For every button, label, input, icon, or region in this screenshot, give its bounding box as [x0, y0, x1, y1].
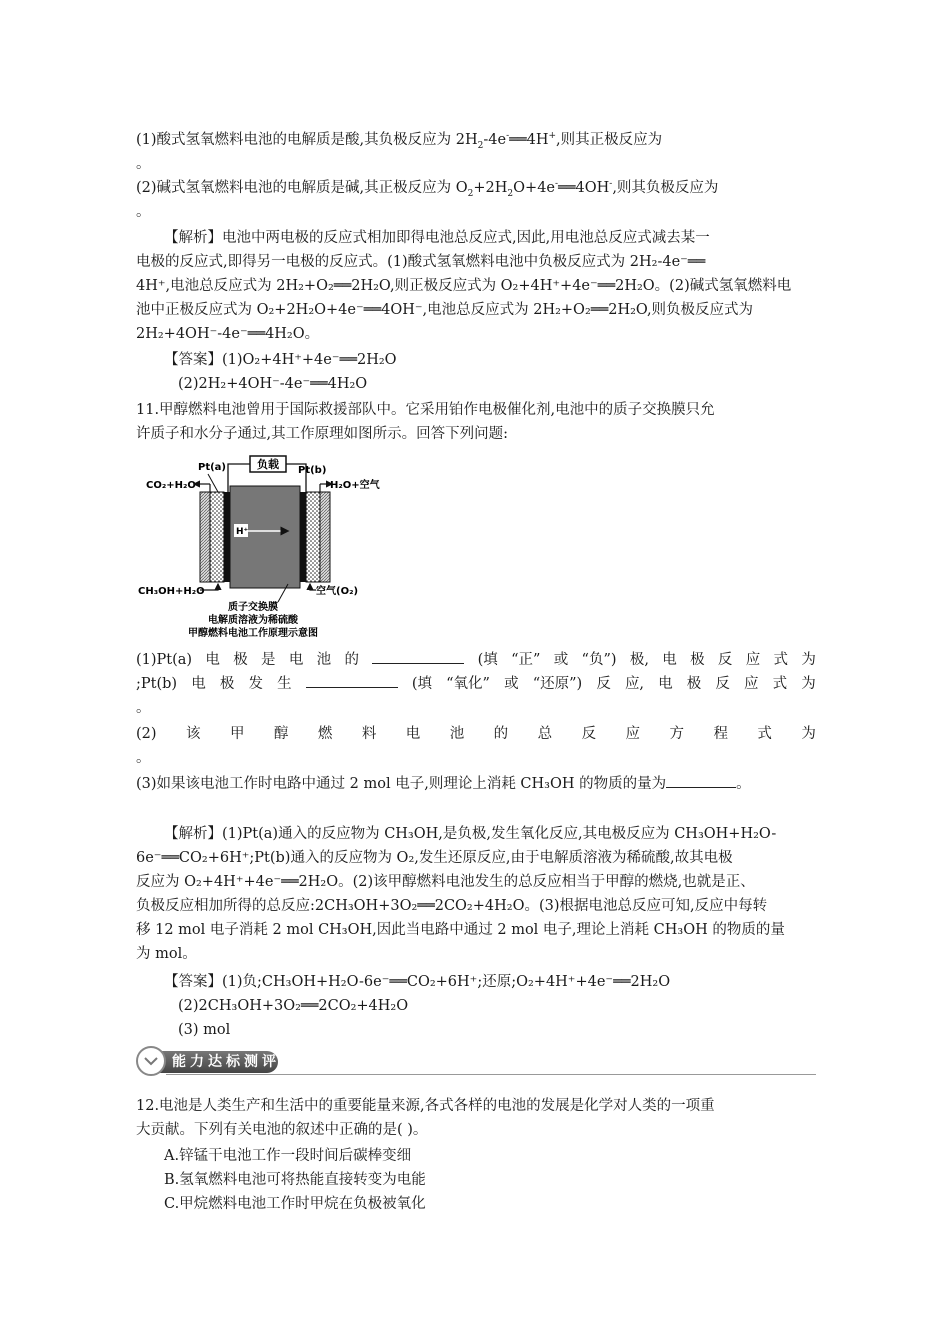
q11-line1: 11.甲醇燃料电池曾用于国际救援部队中。它采用铂作电极催化剂,电池中的质子交换膜只允	[136, 402, 715, 418]
q11-part1-line2: ;Pt(b) 电 极 发 生 (填 “氧化” 或 “还原”) 反 应, 电 极 反 应 式 为	[136, 672, 816, 696]
left-electrode	[210, 492, 224, 582]
caption-title: 甲醇燃料电池工作原理示意图	[188, 628, 318, 639]
q11-part1-end: 。	[136, 700, 151, 716]
right-output-label: H₂O+空气	[330, 480, 380, 491]
chevron-down-icon	[136, 1046, 166, 1076]
q12-option-b[interactable]: B.氢氧燃料电池可将热能直接转变为电能	[164, 1172, 426, 1188]
analysis2-line6: 为 mol。	[136, 946, 197, 962]
caption-electrolyte: 电解质溶液为稀硫酸	[208, 615, 298, 626]
answer1-line2: (2)2H₂+4OH⁻-4e⁻══4H₂O	[178, 376, 368, 392]
q11-line2: 许质子和水分子通过,其工作原理如图所示。回答下列问题:	[136, 426, 508, 442]
q12-line2: 大贡献。下列有关电池的叙述中正确的是( )。	[136, 1122, 428, 1138]
left-catalyst	[224, 492, 230, 582]
q11-part2-end: 。	[136, 750, 151, 766]
left-plate	[200, 492, 210, 582]
analysis1-line3: 4H⁺,电池总反应式为 2H₂+O₂══2H₂O,则正极反应式为 O₂+4H⁺+4e⁻══2H₂O。(2)碱式氢氧燃料电	[136, 278, 792, 294]
q10-part2-end: 。	[136, 204, 151, 220]
q10-part1-line	[136, 128, 816, 152]
analysis1-line5: 2H₂+4OH⁻-4e⁻══4H₂O。	[136, 326, 320, 342]
right-electrode	[306, 492, 320, 582]
q11-part1-line1: (1)Pt(a) 电 极 是 电 池 的 (填 “正” 或 “负”) 极, 电 极 反 应 式 为	[136, 648, 816, 672]
q10-part1-end: 。	[136, 156, 151, 172]
right-catalyst	[300, 492, 306, 582]
q12-option-a[interactable]: A.锌锰干电池工作一段时间后碳棒变细	[164, 1148, 412, 1164]
answer-blank-3[interactable]	[666, 772, 736, 788]
analysis2-line3: 反应为 O₂+4H⁺+4e⁻══2H₂O。(2)该甲醇燃料电池发生的总反应相当于甲醇的燃烧,也就是正、	[136, 874, 755, 890]
q11-part3-line: (3)如果该电池工作时电路中通过 2 mol 电子,则理论上消耗 CH₃OH 的物质的量为 。	[136, 772, 816, 796]
q12-option-c[interactable]: C.甲烷燃料电池工作时甲烷在负极被氧化	[164, 1196, 426, 1212]
left-input-label: CH₃OH+H₂O	[138, 586, 205, 597]
analysis2-line1: 【解析】(1)Pt(a)通入的反应物为 CH₃OH,是负极,发生氧化反应,其电极反应为 CH₃OH+H₂O-	[164, 826, 777, 842]
analysis2-line4: 负极反应相加所得的总反应:2CH₃OH+3O₂══2CO₂+4H₂O。(3)根据电池总反应可知,反应中每转	[136, 898, 768, 914]
hplus-label: H⁺	[236, 527, 249, 537]
section-banner	[136, 1046, 816, 1076]
q11-part2-line: (2) 该 甲 醇 燃 料 电 池 的 总 反 应 方 程 式 为	[136, 726, 816, 742]
answer-blank-2[interactable]	[306, 672, 398, 688]
answer-blank-1[interactable]	[372, 648, 464, 664]
q10-part1-text: (1)酸式氢氧燃料电池的电解质是酸,其负极反应为 $2H_2-4e^-══4H^+$,则其正极反应为	[136, 131, 663, 151]
analysis2-line5: 移 12 mol 电子消耗 2 mol CH₃OH,因此当电路中通过 2 mol 电子,理论上消耗 CH₃OH 的物质的量	[136, 922, 785, 938]
caption-membrane: 质子交换膜	[228, 602, 278, 613]
answer2-line2: (2)2CH₃OH+3O₂══2CO₂+4H₂O	[178, 998, 409, 1014]
right-input-label: 空气(O₂)	[316, 586, 359, 597]
analysis1-line1: 【解析】电池中两电极的反应式相加即得电池总反应式,因此,用电池总反应式减去某一	[164, 230, 710, 246]
answer1-line1: 【答案】(1)O₂+4H⁺+4e⁻══2H₂O	[164, 352, 397, 368]
q10-part2-line: (2)碱式氢氧燃料电池的电解质是碱,其正极反应为 $O_2+2H_2O+4e^-══4OH^-$,则其负极反应为	[136, 179, 719, 199]
analysis2-line2: 6e⁻══CO₂+6H⁺;Pt(b)通入的反应物为 O₂,发生还原反应,由于电解质溶液为稀硫酸,故其电极	[136, 850, 733, 866]
load-label: 负载	[257, 458, 279, 471]
analysis1-line2: 电极的反应式,即得另一电极的反应式。(1)酸式氢氧燃料电池中负极反应式为 2H₂-4e⁻══	[136, 254, 706, 270]
right-plate	[320, 492, 330, 582]
left-output-label: CO₂+H₂O	[146, 480, 196, 491]
answer2-line3: (3) mol	[178, 1022, 231, 1038]
section-banner-label: 能力达标测评	[172, 1054, 280, 1070]
pta-label: Pt(a)	[198, 462, 226, 473]
analysis1-line4: 池中正极反应式为 O₂+2H₂O+4e⁻══4OH⁻,电池总反应式为 2H₂+O₂══2H₂O,则负极反应式为	[136, 302, 754, 318]
q12-line1: 12.电池是人类生产和生活中的重要能量来源,各式各样的电池的发展是化学对人类的一项重	[136, 1098, 715, 1114]
fuel-cell-diagram	[138, 452, 380, 642]
ptb-label: Pt(b)	[298, 465, 327, 476]
answer2-line1: 【答案】(1)负;CH₃OH+H₂O-6e⁻══CO₂+6H⁺;还原;O₂+4H⁺+4e⁻══2H₂O	[164, 974, 671, 990]
